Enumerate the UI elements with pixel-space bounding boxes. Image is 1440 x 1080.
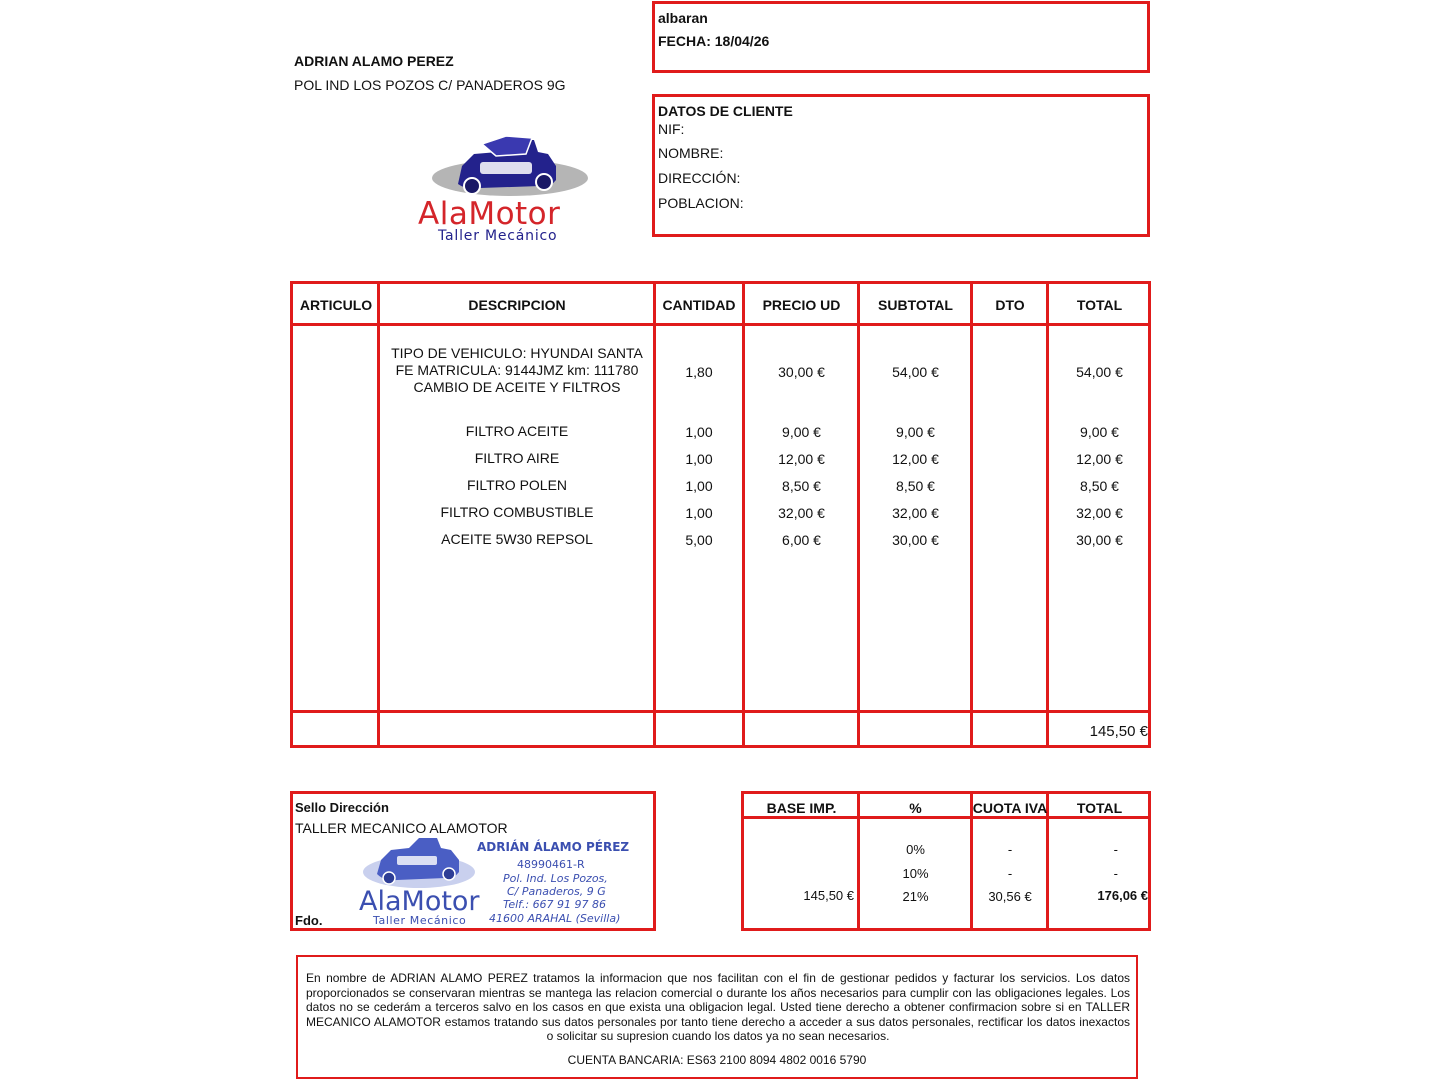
header-total: TOTAL — [1076, 800, 1123, 816]
tax-totals-table — [741, 791, 1151, 931]
stamp-box — [290, 791, 656, 931]
item-subtotal: 30,00 € — [892, 532, 939, 548]
item-total: 9,00 € — [1080, 424, 1119, 440]
header-base-imponible: BASE IMP. — [766, 800, 837, 816]
grand-total: 145,50 € — [1089, 723, 1148, 740]
header-cuota-iva: CUOTA IVA — [972, 800, 1048, 816]
stamp-car-icon — [357, 834, 487, 894]
tax-rate: 21% — [902, 889, 929, 904]
item-total: 54,00 € — [1076, 364, 1123, 380]
logo-subtitle-text: Taller Mecánico — [438, 228, 558, 244]
item-description: FILTRO AIRE — [474, 450, 560, 466]
stamp-company: TALLER MECANICO ALAMOTOR — [295, 820, 508, 836]
stamp-address-line: Pol. Ind. Los Pozos, — [503, 872, 608, 885]
header-dto: DTO — [995, 297, 1025, 313]
item-subtotal: 12,00 € — [892, 451, 939, 467]
header-percent: % — [909, 800, 922, 816]
item-quantity: 1,00 — [685, 505, 713, 521]
car-logo-icon — [410, 132, 610, 202]
item-description: FILTRO COMBUSTIBLE — [440, 504, 594, 520]
header-descripcion: DESCRIPCION — [468, 297, 566, 313]
item-description — [379, 345, 655, 396]
client-city-label: POBLACION: — [658, 195, 744, 211]
header-cantidad: CANTIDAD — [662, 297, 736, 313]
document-type: albaran — [658, 10, 708, 26]
item-total: 30,00 € — [1076, 532, 1123, 548]
company-stamp — [357, 834, 647, 928]
company-address: POL IND LOS POZOS C/ PANADEROS 9G — [294, 77, 566, 93]
privacy-notice-box — [296, 955, 1138, 1079]
company-logo — [410, 132, 610, 250]
stamp-subtitle-text: Taller Mecánico — [373, 914, 467, 927]
bank-account: CUENTA BANCARIA: ES63 2100 8094 4802 0016 5790 — [567, 1053, 867, 1067]
client-address-label: DIRECCIÓN: — [658, 170, 741, 186]
tax-rate: 0% — [906, 842, 925, 857]
line-total: - — [1113, 842, 1118, 857]
item-total: 8,50 € — [1080, 478, 1119, 494]
tax-base: 145,50 € — [803, 888, 854, 903]
client-nif-label: NIF: — [658, 121, 685, 137]
item-quantity: 5,00 — [685, 532, 713, 548]
tax-rate: 10% — [902, 866, 929, 881]
tax-quota: 30,56 € — [988, 889, 1032, 904]
description-line: FE MATRICULA: 9144JMZ km: 111780 — [395, 362, 639, 378]
item-unit-price: 9,00 € — [782, 424, 821, 440]
item-total: 12,00 € — [1076, 451, 1123, 467]
description-line: TIPO DE VEHICULO: HYUNDAI SANTA — [391, 345, 643, 361]
client-title: DATOS DE CLIENTE — [658, 103, 793, 119]
item-unit-price: 12,00 € — [778, 451, 825, 467]
stamp-phone: Telf.: 667 91 97 86 — [503, 898, 607, 911]
privacy-notice-text: En nombre de ADRIAN ALAMO PEREZ tratamos la informacion que nos facilitan con el fin de gestionar pedidos y facturar los servicios. Los datos proporcionados se conservaran mientras se mantega las relacion comercial o durante los años necesarios para cumplir con las obligaciones legales. Los datos no se cederám a terceros salvo en los casos en que exista una obligacion legal. Usted tiene derecho a obtener confirmacion sobre si en TALLER MECANICO ALAMOTOR estamos tratando sus datos personales por tanto tiene derecho a acceder a sus datos personales, rectificar los datos inexactos o solicitar su supresion cuando los datos ya no sean necesarios. — [306, 971, 1130, 1043]
company-name: ADRIAN ALAMO PEREZ — [294, 53, 454, 69]
item-subtotal: 32,00 € — [892, 505, 939, 521]
item-description: ACEITE 5W30 REPSOL — [441, 531, 593, 547]
item-unit-price: 32,00 € — [778, 505, 825, 521]
stamp-owner-name: ADRIÁN ÁLAMO PÉREZ — [477, 840, 630, 854]
header-subtotal: SUBTOTAL — [878, 297, 953, 313]
item-total: 32,00 € — [1076, 505, 1123, 521]
final-total: 176,06 € — [1097, 888, 1148, 903]
description-line: CAMBIO DE ACEITE Y FILTROS — [413, 379, 621, 395]
item-quantity: 1,80 — [685, 364, 713, 380]
item-unit-price: 6,00 € — [782, 532, 821, 548]
item-subtotal: 54,00 € — [892, 364, 939, 380]
item-unit-price: 30,00 € — [778, 364, 825, 380]
stamp-city: 41600 ARAHAL (Sevilla) — [489, 912, 621, 925]
client-data-box — [652, 94, 1150, 237]
document-info-box — [652, 1, 1150, 73]
header-total: TOTAL — [1076, 297, 1123, 313]
signature-label: Fdo. — [295, 913, 323, 928]
tax-quota: - — [1007, 842, 1013, 857]
client-name-label: NOMBRE: — [658, 145, 724, 161]
stamp-title: Sello Dirección — [295, 800, 389, 815]
stamp-tax-id: 48990461-R — [517, 858, 585, 871]
item-unit-price: 8,50 € — [782, 478, 821, 494]
item-quantity: 1,00 — [685, 424, 713, 440]
item-subtotal: 8,50 € — [896, 478, 935, 494]
stamp-address-line: C/ Panaderos, 9 G — [507, 885, 606, 898]
line-total: - — [1113, 866, 1118, 881]
logo-brand-text: AlaMotor — [418, 196, 561, 232]
header-articulo: ARTICULO — [299, 297, 373, 313]
stamp-brand-text: AlaMotor — [359, 886, 480, 917]
item-quantity: 1,00 — [685, 451, 713, 467]
items-table — [290, 281, 1151, 748]
item-description: FILTRO POLEN — [466, 477, 568, 493]
document-date: FECHA: 18/04/26 — [658, 33, 770, 49]
item-quantity: 1,00 — [685, 478, 713, 494]
item-subtotal: 9,00 € — [896, 424, 935, 440]
tax-quota: - — [1007, 866, 1013, 881]
item-description: FILTRO ACEITE — [465, 423, 569, 439]
header-precio: PRECIO UD — [762, 297, 841, 313]
